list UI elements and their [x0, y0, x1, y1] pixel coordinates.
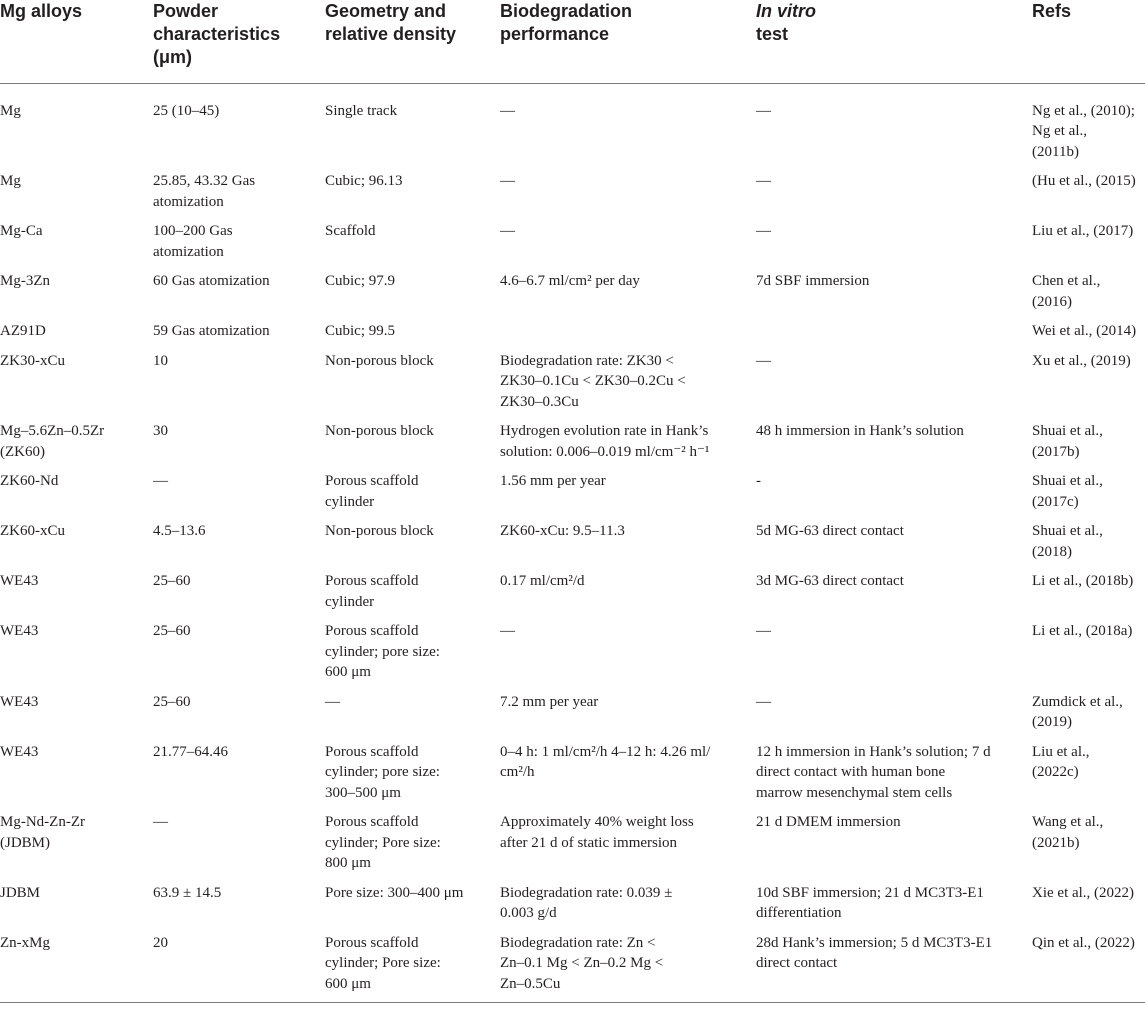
table-cell	[1032, 683, 1145, 733]
table-cell	[325, 683, 500, 733]
cell-text: 0.17 ml/cm²/d	[500, 573, 585, 589]
cell-text: Cubic; 96.13	[325, 173, 403, 189]
column-header-line: Mg alloys	[0, 1, 83, 21]
cell-text: 12 h immersion in Hank’s solution; 7 d direct contact with human bone marrow mesenchymal stem cells	[756, 743, 991, 801]
cell-text: 20	[153, 934, 168, 951]
cell-text: Porous scaffold cylinder; Pore size: 600 μm	[325, 934, 441, 992]
table-cell	[0, 803, 153, 874]
table-cell	[153, 733, 325, 804]
cell-text: —	[500, 173, 515, 189]
table-cell	[1032, 462, 1145, 512]
cell-text: Cubic; 97.9	[325, 273, 395, 289]
table-cell	[153, 162, 325, 212]
cell-text: Mg–5.6Zn–0.5Zr (ZK60)	[0, 423, 105, 460]
column-header-line: In vitro	[756, 1, 817, 21]
table-cell	[0, 342, 153, 413]
table-cell	[756, 733, 1032, 804]
cell-text: WE43	[0, 743, 39, 760]
table-cell	[756, 83, 1032, 162]
cell-text: —	[325, 693, 340, 710]
table-cell	[500, 342, 756, 413]
cell-text: 21.77–64.46	[153, 743, 228, 760]
cell-text: 1.56 mm per year	[500, 473, 606, 489]
table-cell	[1032, 924, 1145, 1003]
table-cell	[153, 262, 325, 312]
cell-text: 4.5–13.6	[153, 523, 206, 539]
cell-text: Qin et al., (2022)	[1032, 934, 1135, 951]
table-row	[0, 874, 1145, 924]
table-row	[0, 162, 1145, 212]
column-header-geometry-density	[325, 0, 500, 83]
cell-text: 28d Hank’s immersion; 5 d MC3T3-E1 direct contact	[756, 934, 993, 971]
table-cell	[1032, 562, 1145, 612]
table-cell	[153, 462, 325, 512]
table-cell	[756, 412, 1032, 462]
cell-text: 7d SBF immersion	[756, 273, 870, 289]
table-row	[0, 412, 1145, 462]
table-cell	[756, 512, 1032, 562]
table-cell	[756, 924, 1032, 1003]
cell-text: Approximately 40% weight loss after 21 d of static immersion	[500, 814, 694, 851]
table-cell	[153, 683, 325, 733]
table-cell	[756, 803, 1032, 874]
cell-text: Mg-Nd-Zn-Zr (JDBM)	[0, 814, 85, 851]
table-row	[0, 312, 1145, 342]
table-cell	[325, 512, 500, 562]
table-row	[0, 803, 1145, 874]
table-cell	[153, 412, 325, 462]
table-cell	[500, 212, 756, 262]
table-cell	[1032, 412, 1145, 462]
cell-text: Biodegradation rate: 0.039 ± 0.003 g/d	[500, 884, 673, 921]
cell-text: Porous scaffold cylinder; pore size: 300–500 μm	[325, 743, 440, 801]
cell-text: Porous scaffold cylinder	[325, 573, 419, 610]
cell-text: —	[500, 223, 515, 239]
cell-text: Liu et al., (2022c)	[1032, 743, 1090, 780]
table-cell	[1032, 83, 1145, 162]
table-cell	[0, 924, 153, 1003]
cell-text: Scaffold	[325, 223, 376, 239]
cell-text: 25–60	[153, 623, 191, 639]
cell-text: -	[756, 473, 761, 489]
cell-text: ZK30-xCu	[0, 352, 65, 369]
column-header-line: (μm)	[153, 47, 193, 67]
column-header-refs	[1032, 0, 1145, 83]
column-header-powder-characteristics	[153, 0, 325, 83]
table-cell	[500, 162, 756, 212]
cell-text: Biodegradation rate: ZK30 < ZK30–0.1Cu < ZK30–0.2Cu < ZK30–0.3Cu	[500, 352, 686, 410]
cell-text: Li et al., (2018b)	[1032, 573, 1134, 589]
table-cell	[1032, 803, 1145, 874]
cell-text: —	[756, 352, 771, 369]
cell-text: 60 Gas atomization	[153, 273, 270, 289]
table-row	[0, 924, 1145, 1003]
cell-text: Wei et al., (2014)	[1032, 323, 1137, 339]
cell-text: 25 (10–45)	[153, 102, 220, 119]
table-cell	[0, 612, 153, 683]
table-cell	[500, 874, 756, 924]
cell-text: AZ91D	[0, 323, 46, 339]
table-cell	[756, 212, 1032, 262]
cell-text: Cubic; 99.5	[325, 323, 395, 339]
column-header-mg-alloys	[0, 0, 153, 83]
cell-text: Mg	[0, 102, 21, 119]
cell-text: (Hu et al., (2015)	[1032, 173, 1136, 189]
cell-text: 25–60	[153, 573, 191, 589]
table-cell	[325, 412, 500, 462]
table-cell	[1032, 342, 1145, 413]
table-cell	[500, 562, 756, 612]
table-row	[0, 683, 1145, 733]
cell-text: Single track	[325, 102, 398, 119]
table-body	[0, 83, 1145, 1003]
cell-text: Pore size: 300–400 μm	[325, 884, 464, 901]
table-cell	[325, 612, 500, 683]
table-row	[0, 262, 1145, 312]
cell-text: Non-porous block	[325, 523, 434, 539]
column-header-line: Powder	[153, 1, 219, 21]
cell-text: WE43	[0, 623, 39, 639]
cell-text: —	[756, 623, 771, 639]
table-cell	[500, 412, 756, 462]
cell-text: 3d MG-63 direct contact	[756, 573, 904, 589]
cell-text: 25.85, 43.32 Gas atomization	[153, 173, 256, 210]
table-cell	[325, 83, 500, 162]
table-cell	[0, 212, 153, 262]
cell-text: 25–60	[153, 693, 191, 710]
table-cell	[153, 803, 325, 874]
table-cell	[1032, 874, 1145, 924]
column-header-line: characteristics	[153, 24, 281, 44]
column-header-line: relative density	[325, 24, 457, 44]
cell-text: —	[153, 473, 168, 489]
table-cell	[756, 262, 1032, 312]
cell-text: —	[756, 223, 771, 239]
table-header	[0, 0, 1145, 83]
table-cell	[1032, 212, 1145, 262]
cell-text: Shuai et al., (2018)	[1032, 523, 1103, 560]
cell-text: 0–4 h: 1 ml/cm²/h 4–12 h: 4.26 ml/ cm²/h	[500, 743, 711, 780]
cell-text: 4.6–6.7 ml/cm² per day	[500, 273, 640, 289]
table-cell	[756, 312, 1032, 342]
table-cell	[756, 342, 1032, 413]
table-cell	[325, 342, 500, 413]
table-cell	[325, 803, 500, 874]
table-cell	[1032, 312, 1145, 342]
table-cell	[0, 83, 153, 162]
header-row	[0, 0, 1145, 83]
table-cell	[500, 612, 756, 683]
cell-text: Liu et al., (2017)	[1032, 223, 1134, 239]
table-cell	[500, 803, 756, 874]
table-cell	[153, 874, 325, 924]
cell-text: Xu et al., (2019)	[1032, 352, 1131, 369]
cell-text: Li et al., (2018a)	[1032, 623, 1133, 639]
column-header-biodegradation-performance	[500, 0, 756, 83]
table-cell	[325, 874, 500, 924]
table-cell	[0, 462, 153, 512]
table-cell	[1032, 733, 1145, 804]
cell-text: WE43	[0, 693, 39, 710]
table-cell	[153, 924, 325, 1003]
cell-text: 48 h immersion in Hank’s solution	[756, 423, 964, 439]
cell-text: Porous scaffold cylinder	[325, 473, 419, 510]
table-cell	[0, 262, 153, 312]
table-row	[0, 562, 1145, 612]
table-cell	[756, 162, 1032, 212]
table-cell	[756, 683, 1032, 733]
cell-text: JDBM	[0, 884, 41, 901]
cell-text: —	[153, 814, 168, 830]
table-cell	[153, 312, 325, 342]
table-cell	[500, 462, 756, 512]
cell-text: ZK60-Nd	[0, 473, 59, 489]
cell-text: Non-porous block	[325, 352, 434, 369]
cell-text: ZK60-xCu	[0, 523, 65, 539]
table-cell	[0, 683, 153, 733]
table-cell	[500, 262, 756, 312]
cell-text: 30	[153, 423, 168, 439]
table-cell	[153, 212, 325, 262]
table-cell	[153, 512, 325, 562]
cell-text: 10	[153, 352, 168, 369]
cell-text: Mg-3Zn	[0, 273, 50, 289]
table-cell	[1032, 512, 1145, 562]
table-cell	[1032, 262, 1145, 312]
table-cell	[0, 412, 153, 462]
cell-text: Mg	[0, 173, 21, 189]
table-cell	[325, 262, 500, 312]
cell-text: 5d MG-63 direct contact	[756, 523, 904, 539]
table-cell	[325, 312, 500, 342]
table-cell	[500, 733, 756, 804]
column-header-line: Biodegradation	[500, 1, 633, 21]
cell-text: Xie et al., (2022)	[1032, 884, 1135, 901]
cell-text: ZK60-xCu: 9.5–11.3	[500, 523, 625, 539]
table-row	[0, 342, 1145, 413]
table-cell	[756, 874, 1032, 924]
cell-text: 100–200 Gas atomization	[153, 223, 233, 260]
cell-text: Shuai et al., (2017c)	[1032, 473, 1103, 510]
table-row	[0, 462, 1145, 512]
column-header-line: test	[756, 24, 789, 44]
table-row	[0, 512, 1145, 562]
table-cell	[0, 512, 153, 562]
table-cell	[153, 612, 325, 683]
cell-text: Non-porous block	[325, 423, 434, 439]
table-cell	[500, 683, 756, 733]
table-cell	[0, 733, 153, 804]
table-cell	[1032, 612, 1145, 683]
table-cell	[325, 162, 500, 212]
cell-text: 10d SBF immersion; 21 d MC3T3-E1 differentiation	[756, 884, 984, 921]
cell-text: 63.9 ± 14.5	[153, 884, 222, 901]
column-header-in-vitro-test	[756, 0, 1032, 83]
cell-text: Biodegradation rate: Zn < Zn–0.1 Mg < Zn–0.2 Mg < Zn–0.5Cu	[500, 934, 664, 992]
table-cell	[500, 924, 756, 1003]
cell-text: 7.2 mm per year	[500, 693, 599, 710]
table-cell	[0, 874, 153, 924]
cell-text: Mg-Ca	[0, 223, 43, 239]
table-cell	[325, 212, 500, 262]
table-cell	[153, 562, 325, 612]
table-cell	[153, 342, 325, 413]
table-cell	[0, 312, 153, 342]
table-cell	[500, 512, 756, 562]
cell-text: Zumdick et al., (2019)	[1032, 693, 1123, 730]
cell-text: Wang et al., (2021b)	[1032, 814, 1104, 851]
table-row	[0, 212, 1145, 262]
cell-text: Porous scaffold cylinder; pore size: 600 μm	[325, 623, 440, 680]
table-cell	[500, 83, 756, 162]
cell-text: Porous scaffold cylinder; Pore size: 800 μm	[325, 814, 441, 871]
table-cell	[1032, 162, 1145, 212]
table-cell	[0, 562, 153, 612]
cell-text: Zn-xMg	[0, 934, 50, 951]
cell-text: 21 d DMEM immersion	[756, 814, 901, 830]
cell-text: Shuai et al., (2017b)	[1032, 423, 1103, 460]
table-row	[0, 612, 1145, 683]
table-cell	[756, 562, 1032, 612]
table-cell	[325, 462, 500, 512]
table-cell	[325, 562, 500, 612]
cell-text: 59 Gas atomization	[153, 323, 270, 339]
column-header-line: Geometry and	[325, 1, 447, 21]
cell-text: Ng et al., (2010); Ng et al., (2011b)	[1032, 102, 1135, 160]
table-cell	[0, 162, 153, 212]
cell-text: —	[756, 693, 771, 710]
table-row	[0, 83, 1145, 162]
table-cell	[500, 312, 756, 342]
cell-text: —	[500, 102, 515, 119]
table-cell	[153, 83, 325, 162]
cell-text: WE43	[0, 573, 39, 589]
table-cell	[325, 733, 500, 804]
table-cell	[325, 924, 500, 1003]
cell-text: —	[756, 102, 771, 119]
table-row	[0, 733, 1145, 804]
table-cell	[756, 462, 1032, 512]
column-header-line: Refs	[1032, 1, 1072, 21]
column-header-line: performance	[500, 24, 610, 44]
cell-text: —	[756, 173, 771, 189]
cell-text: Hydrogen evolution rate in Hank’s solution: 0.006–0.019 ml/cm⁻² h⁻¹	[500, 423, 710, 460]
cell-text: —	[500, 623, 515, 639]
table-cell	[756, 612, 1032, 683]
cell-text: Chen et al., (2016)	[1032, 273, 1101, 310]
